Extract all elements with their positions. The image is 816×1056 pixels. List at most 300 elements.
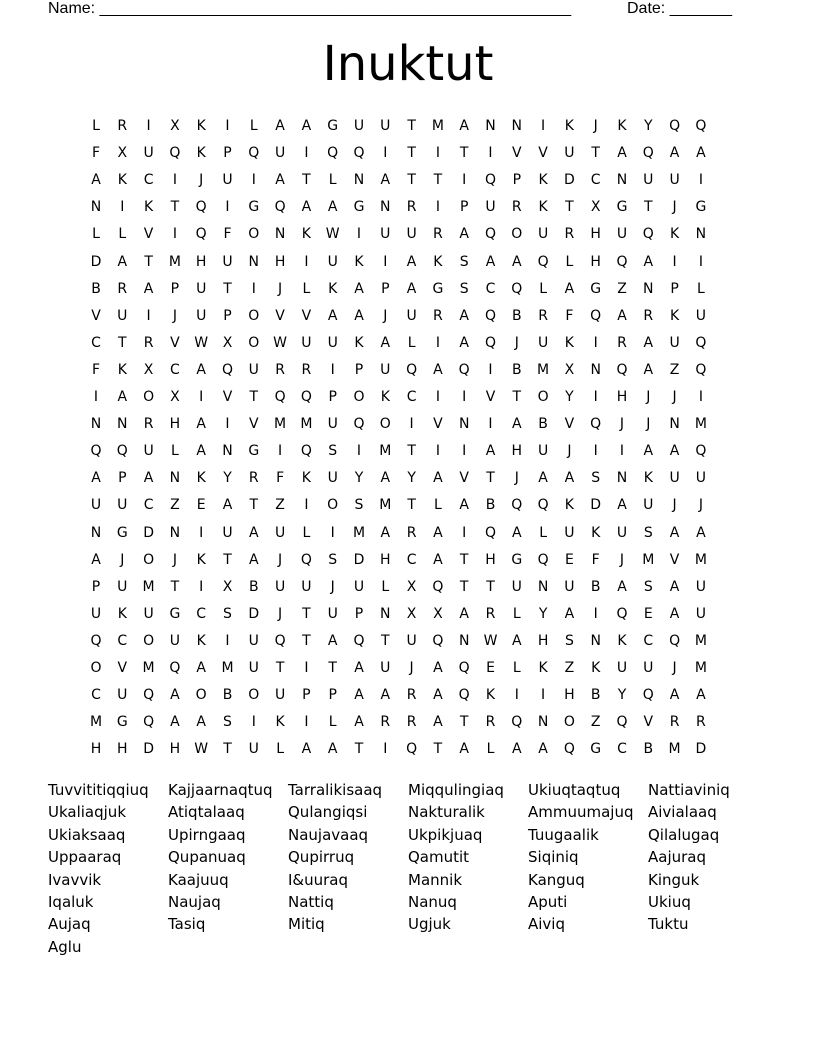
grid-letter[interactable]: X: [590, 199, 601, 216]
grid-letter[interactable]: N: [511, 118, 523, 134]
grid-letter[interactable]: A: [117, 389, 128, 405]
grid-letter[interactable]: I: [593, 443, 598, 460]
grid-letter[interactable]: I: [462, 443, 467, 460]
grid-letter[interactable]: I: [383, 741, 388, 758]
grid-letter[interactable]: A: [459, 118, 469, 134]
grid-letter[interactable]: K: [617, 118, 627, 134]
grid-letter[interactable]: Q: [274, 632, 286, 649]
grid-letter[interactable]: K: [564, 497, 574, 514]
grid-letter[interactable]: U: [537, 443, 549, 460]
grid-letter[interactable]: U: [564, 145, 575, 162]
grid-letter[interactable]: B: [590, 687, 601, 704]
grid-letter[interactable]: B: [91, 280, 101, 297]
grid-letter[interactable]: Q: [406, 361, 418, 378]
grid-letter[interactable]: V: [485, 389, 496, 405]
grid-letter[interactable]: N: [169, 470, 181, 487]
grid-letter[interactable]: A: [512, 741, 522, 758]
grid-letter[interactable]: U: [695, 307, 707, 324]
grid-letter[interactable]: L: [328, 172, 337, 189]
grid-letter[interactable]: R: [143, 416, 154, 433]
grid-letter[interactable]: Q: [353, 145, 365, 162]
grid-letter[interactable]: L: [512, 605, 521, 622]
grid-letter[interactable]: T: [486, 578, 495, 595]
grid-letter[interactable]: A: [143, 280, 154, 297]
grid-letter[interactable]: S: [328, 443, 338, 460]
grid-letter[interactable]: Q: [511, 280, 523, 297]
grid-letter[interactable]: K: [564, 118, 574, 134]
grid-letter[interactable]: C: [406, 389, 417, 405]
grid-letter[interactable]: U: [222, 172, 233, 189]
grid-letter[interactable]: A: [564, 280, 575, 297]
grid-letter[interactable]: I: [356, 226, 362, 243]
grid-letter[interactable]: L: [407, 334, 416, 351]
grid-letter[interactable]: A: [354, 687, 364, 704]
grid-letter[interactable]: H: [485, 551, 496, 568]
grid-letter[interactable]: N: [274, 226, 286, 243]
grid-letter[interactable]: I: [593, 605, 598, 622]
grid-letter[interactable]: U: [643, 497, 654, 514]
grid-letter[interactable]: T: [249, 389, 259, 405]
grid-letter[interactable]: I: [435, 334, 440, 351]
grid-letter[interactable]: T: [459, 714, 469, 731]
grid-letter[interactable]: U: [406, 632, 417, 649]
grid-letter[interactable]: K: [301, 226, 311, 243]
grid-letter[interactable]: Q: [669, 632, 681, 649]
grid-letter[interactable]: Q: [300, 443, 312, 460]
grid-letter[interactable]: I: [251, 714, 256, 731]
grid-letter[interactable]: Y: [354, 470, 364, 487]
grid-letter[interactable]: R: [406, 687, 417, 704]
grid-letter[interactable]: V: [301, 307, 312, 324]
grid-letter[interactable]: L: [696, 280, 705, 297]
grid-letter[interactable]: H: [590, 226, 601, 243]
grid-letter[interactable]: B: [538, 416, 548, 433]
grid-letter[interactable]: Y: [565, 389, 574, 405]
grid-letter[interactable]: O: [195, 687, 207, 704]
grid-letter[interactable]: U: [616, 226, 628, 243]
grid-letter[interactable]: A: [117, 253, 128, 270]
grid-letter[interactable]: N: [458, 416, 470, 433]
grid-letter[interactable]: A: [564, 605, 575, 622]
grid-letter[interactable]: Q: [616, 605, 628, 622]
grid-letter[interactable]: I: [488, 416, 493, 433]
grid-letter[interactable]: U: [196, 280, 207, 297]
grid-letter[interactable]: T: [275, 660, 285, 676]
grid-letter[interactable]: A: [564, 470, 575, 487]
grid-letter[interactable]: Q: [353, 416, 365, 433]
grid-letter[interactable]: I: [225, 118, 230, 134]
grid-letter[interactable]: O: [248, 334, 260, 351]
grid-letter[interactable]: N: [669, 416, 680, 433]
grid-letter[interactable]: I: [199, 524, 204, 541]
grid-letter[interactable]: Q: [563, 741, 575, 758]
grid-letter[interactable]: O: [563, 714, 575, 731]
grid-letter[interactable]: U: [222, 524, 233, 541]
grid-letter[interactable]: Q: [537, 551, 549, 568]
grid-letter[interactable]: A: [669, 687, 680, 704]
grid-letter[interactable]: A: [91, 172, 101, 189]
grid-letter[interactable]: Z: [275, 497, 285, 514]
grid-letter[interactable]: U: [380, 660, 391, 676]
grid-letter[interactable]: A: [485, 443, 496, 460]
grid-letter[interactable]: U: [274, 578, 286, 595]
grid-letter[interactable]: A: [301, 199, 312, 216]
grid-letter[interactable]: S: [643, 524, 653, 541]
grid-letter[interactable]: V: [143, 226, 154, 243]
grid-letter[interactable]: T: [328, 660, 337, 676]
grid-letter[interactable]: U: [222, 253, 233, 270]
grid-letter[interactable]: U: [353, 118, 365, 134]
grid-letter[interactable]: S: [459, 280, 469, 297]
grid-letter[interactable]: Q: [695, 118, 707, 134]
grid-letter[interactable]: C: [91, 687, 101, 704]
grid-letter[interactable]: C: [196, 605, 207, 622]
grid-letter[interactable]: J: [567, 443, 572, 460]
grid-letter[interactable]: J: [199, 172, 204, 189]
grid-letter[interactable]: K: [433, 253, 443, 270]
grid-letter[interactable]: G: [590, 741, 602, 758]
grid-letter[interactable]: A: [170, 714, 180, 731]
grid-letter[interactable]: T: [118, 334, 127, 351]
grid-letter[interactable]: W: [483, 632, 498, 649]
grid-letter[interactable]: Q: [90, 632, 102, 649]
grid-letter[interactable]: P: [170, 280, 180, 297]
grid-letter[interactable]: A: [538, 741, 548, 758]
grid-letter[interactable]: S: [643, 578, 653, 595]
grid-letter[interactable]: R: [380, 714, 391, 731]
grid-letter[interactable]: A: [196, 361, 206, 378]
grid-letter[interactable]: A: [301, 118, 312, 134]
grid-letter[interactable]: A: [380, 524, 391, 541]
grid-letter[interactable]: O: [248, 226, 260, 243]
grid-letter[interactable]: G: [248, 443, 260, 460]
grid-letter[interactable]: Q: [195, 199, 207, 216]
grid-letter[interactable]: A: [696, 524, 706, 541]
grid-letter[interactable]: A: [512, 416, 522, 433]
grid-letter[interactable]: N: [90, 199, 102, 216]
grid-letter[interactable]: Q: [248, 145, 260, 162]
grid-letter[interactable]: W: [273, 334, 288, 351]
grid-letter[interactable]: X: [406, 605, 417, 622]
grid-letter[interactable]: M: [142, 660, 155, 676]
grid-letter[interactable]: T: [486, 470, 495, 487]
grid-letter[interactable]: K: [670, 307, 680, 324]
grid-letter[interactable]: T: [459, 145, 469, 162]
grid-letter[interactable]: G: [590, 280, 602, 297]
grid-letter[interactable]: F: [91, 145, 101, 162]
grid-letter[interactable]: V: [91, 307, 101, 324]
grid-letter[interactable]: U: [117, 497, 128, 514]
grid-letter[interactable]: I: [304, 714, 309, 731]
grid-letter[interactable]: L: [433, 497, 442, 514]
grid-letter[interactable]: A: [512, 253, 522, 270]
grid-letter[interactable]: N: [643, 280, 654, 297]
grid-letter[interactable]: T: [407, 443, 416, 460]
grid-letter[interactable]: Q: [616, 714, 628, 731]
grid-letter[interactable]: I: [278, 443, 283, 460]
grid-letter[interactable]: M: [352, 524, 366, 541]
grid-letter[interactable]: O: [143, 632, 155, 649]
grid-letter[interactable]: J: [672, 660, 677, 676]
grid-letter[interactable]: K: [380, 389, 390, 405]
grid-letter[interactable]: X: [564, 361, 575, 378]
grid-letter[interactable]: A: [459, 334, 469, 351]
grid-letter[interactable]: H: [90, 741, 102, 758]
grid-letter[interactable]: U: [327, 253, 338, 270]
grid-letter[interactable]: Q: [695, 361, 707, 378]
grid-letter[interactable]: I: [225, 199, 230, 216]
grid-letter[interactable]: Q: [537, 497, 549, 514]
grid-letter[interactable]: U: [327, 470, 338, 487]
grid-letter[interactable]: U: [301, 578, 312, 595]
grid-letter[interactable]: N: [616, 172, 628, 189]
grid-letter[interactable]: Q: [432, 578, 444, 595]
grid-letter[interactable]: K: [117, 605, 127, 622]
grid-letter[interactable]: Q: [353, 632, 365, 649]
grid-letter[interactable]: P: [381, 280, 390, 297]
grid-letter[interactable]: Q: [484, 334, 497, 351]
grid-letter[interactable]: G: [116, 524, 128, 541]
grid-letter[interactable]: U: [248, 660, 259, 676]
grid-letter[interactable]: A: [249, 551, 259, 568]
grid-letter[interactable]: N: [590, 361, 601, 378]
grid-letter[interactable]: A: [669, 605, 680, 622]
grid-letter[interactable]: Z: [590, 714, 601, 731]
grid-letter[interactable]: D: [90, 253, 102, 270]
grid-letter[interactable]: C: [643, 632, 654, 649]
grid-letter[interactable]: U: [511, 578, 522, 595]
grid-letter[interactable]: A: [196, 416, 206, 433]
grid-letter[interactable]: Z: [669, 361, 680, 378]
grid-letter[interactable]: K: [354, 334, 364, 351]
grid-letter[interactable]: J: [514, 334, 519, 351]
grid-letter[interactable]: A: [459, 605, 469, 622]
grid-letter[interactable]: T: [170, 578, 180, 595]
grid-letter[interactable]: A: [485, 253, 496, 270]
grid-letter[interactable]: I: [225, 632, 230, 649]
grid-letter[interactable]: D: [590, 497, 602, 514]
grid-letter[interactable]: A: [380, 470, 391, 487]
grid-letter[interactable]: P: [328, 687, 337, 704]
grid-letter[interactable]: A: [406, 253, 417, 270]
grid-letter[interactable]: N: [169, 524, 181, 541]
grid-letter[interactable]: Q: [484, 172, 497, 189]
grid-letter[interactable]: U: [695, 470, 707, 487]
grid-letter[interactable]: J: [330, 578, 335, 595]
grid-letter[interactable]: U: [301, 334, 312, 351]
grid-letter[interactable]: U: [537, 226, 549, 243]
grid-letter[interactable]: P: [302, 687, 311, 704]
grid-letter[interactable]: K: [196, 145, 206, 162]
grid-letter[interactable]: T: [407, 118, 416, 134]
grid-letter[interactable]: U: [117, 307, 128, 324]
grid-letter[interactable]: R: [538, 307, 548, 324]
grid-letter[interactable]: V: [170, 334, 180, 351]
grid-letter[interactable]: G: [169, 605, 181, 622]
grid-letter[interactable]: L: [170, 443, 179, 460]
grid-letter[interactable]: P: [223, 145, 232, 162]
grid-letter[interactable]: B: [248, 578, 259, 595]
grid-letter[interactable]: A: [433, 551, 443, 568]
grid-letter[interactable]: A: [327, 307, 338, 324]
grid-letter[interactable]: R: [143, 334, 154, 351]
grid-letter[interactable]: K: [328, 280, 338, 297]
grid-letter[interactable]: A: [459, 741, 469, 758]
grid-letter[interactable]: R: [643, 307, 654, 324]
grid-letter[interactable]: H: [274, 253, 286, 270]
grid-letter[interactable]: L: [92, 118, 100, 134]
grid-letter[interactable]: A: [643, 253, 654, 270]
grid-letter[interactable]: A: [143, 470, 154, 487]
grid-letter[interactable]: I: [409, 416, 414, 433]
grid-letter[interactable]: X: [143, 361, 154, 378]
grid-letter[interactable]: A: [354, 660, 364, 676]
grid-letter[interactable]: P: [459, 199, 469, 216]
grid-letter[interactable]: I: [488, 361, 493, 378]
grid-letter[interactable]: I: [172, 226, 177, 243]
grid-letter[interactable]: U: [327, 605, 338, 622]
grid-letter[interactable]: A: [249, 524, 259, 541]
grid-letter[interactable]: C: [590, 172, 601, 189]
grid-letter[interactable]: M: [694, 416, 707, 433]
grid-letter[interactable]: I: [514, 687, 519, 704]
grid-letter[interactable]: U: [669, 172, 680, 189]
grid-letter[interactable]: U: [143, 443, 154, 460]
grid-letter[interactable]: A: [433, 470, 443, 487]
grid-letter[interactable]: U: [248, 632, 259, 649]
grid-letter[interactable]: T: [223, 551, 232, 568]
grid-letter[interactable]: N: [485, 118, 496, 134]
grid-letter[interactable]: N: [353, 172, 365, 189]
grid-letter[interactable]: N: [248, 253, 260, 270]
grid-letter[interactable]: U: [643, 172, 654, 189]
grid-letter[interactable]: O: [248, 687, 260, 704]
grid-letter[interactable]: K: [196, 632, 206, 649]
grid-letter[interactable]: D: [353, 551, 365, 568]
grid-letter[interactable]: V: [512, 145, 522, 162]
grid-letter[interactable]: R: [617, 334, 627, 351]
grid-letter[interactable]: A: [433, 687, 443, 704]
grid-letter[interactable]: K: [538, 199, 548, 216]
grid-letter[interactable]: B: [643, 741, 654, 758]
grid-letter[interactable]: A: [433, 524, 443, 541]
grid-letter[interactable]: Q: [642, 226, 654, 243]
grid-letter[interactable]: A: [327, 632, 338, 649]
grid-letter[interactable]: Q: [642, 687, 654, 704]
grid-letter[interactable]: S: [223, 714, 232, 731]
grid-letter[interactable]: V: [459, 470, 469, 487]
grid-letter[interactable]: U: [406, 307, 417, 324]
grid-letter[interactable]: A: [669, 524, 680, 541]
grid-letter[interactable]: G: [432, 280, 444, 297]
grid-letter[interactable]: A: [380, 334, 391, 351]
grid-letter[interactable]: N: [458, 632, 470, 649]
grid-letter[interactable]: P: [354, 361, 364, 378]
grid-letter[interactable]: A: [327, 741, 338, 758]
grid-letter[interactable]: Q: [300, 389, 312, 405]
grid-letter[interactable]: V: [433, 416, 443, 433]
grid-letter[interactable]: Q: [169, 145, 181, 162]
grid-letter[interactable]: Q: [511, 497, 523, 514]
grid-letter[interactable]: F: [591, 551, 600, 568]
grid-letter[interactable]: I: [435, 199, 440, 216]
grid-letter[interactable]: A: [196, 443, 206, 460]
grid-letter[interactable]: K: [643, 470, 653, 487]
grid-letter[interactable]: R: [248, 470, 259, 487]
grid-letter[interactable]: A: [196, 714, 206, 731]
grid-letter[interactable]: R: [433, 226, 443, 243]
grid-letter[interactable]: Q: [537, 253, 549, 270]
grid-letter[interactable]: U: [248, 361, 259, 378]
grid-letter[interactable]: U: [169, 632, 181, 649]
grid-letter[interactable]: Q: [642, 145, 654, 162]
grid-letter[interactable]: I: [172, 172, 177, 189]
grid-letter[interactable]: D: [564, 172, 575, 189]
grid-letter[interactable]: V: [222, 389, 233, 405]
grid-letter[interactable]: V: [275, 307, 285, 324]
grid-letter[interactable]: X: [117, 145, 128, 162]
grid-letter[interactable]: Q: [143, 687, 155, 704]
grid-letter[interactable]: N: [380, 199, 391, 216]
grid-letter[interactable]: J: [698, 497, 703, 514]
grid-letter[interactable]: M: [379, 443, 392, 460]
grid-letter[interactable]: T: [223, 741, 232, 758]
grid-letter[interactable]: U: [90, 605, 102, 622]
grid-letter[interactable]: Y: [617, 687, 627, 704]
grid-letter[interactable]: S: [459, 253, 469, 270]
grid-letter[interactable]: T: [459, 551, 469, 568]
grid-letter[interactable]: M: [694, 660, 707, 676]
grid-letter[interactable]: F: [565, 307, 574, 324]
grid-letter[interactable]: D: [695, 741, 707, 758]
grid-letter[interactable]: A: [512, 524, 522, 541]
grid-letter[interactable]: J: [672, 199, 677, 216]
grid-letter[interactable]: Q: [169, 660, 181, 676]
grid-letter[interactable]: Q: [143, 714, 155, 731]
grid-letter[interactable]: F: [276, 470, 285, 487]
grid-letter[interactable]: M: [537, 361, 550, 378]
grid-letter[interactable]: O: [511, 226, 523, 243]
grid-letter[interactable]: U: [669, 334, 680, 351]
grid-letter[interactable]: U: [327, 416, 338, 433]
grid-letter[interactable]: G: [116, 714, 128, 731]
grid-letter[interactable]: M: [431, 118, 444, 134]
grid-letter[interactable]: U: [616, 524, 628, 541]
grid-letter[interactable]: G: [353, 199, 365, 216]
grid-letter[interactable]: H: [169, 741, 181, 758]
grid-letter[interactable]: I: [593, 334, 598, 351]
grid-letter[interactable]: U: [695, 605, 707, 622]
grid-letter[interactable]: A: [354, 307, 364, 324]
grid-letter[interactable]: X: [433, 605, 443, 622]
grid-letter[interactable]: A: [512, 632, 522, 649]
grid-letter[interactable]: F: [91, 361, 101, 378]
grid-letter[interactable]: A: [696, 687, 706, 704]
grid-letter[interactable]: L: [539, 524, 547, 541]
grid-letter[interactable]: T: [223, 280, 232, 297]
grid-letter[interactable]: Q: [590, 416, 602, 433]
grid-letter[interactable]: L: [92, 226, 100, 243]
grid-letter[interactable]: I: [672, 253, 677, 270]
grid-letter[interactable]: E: [486, 660, 495, 676]
grid-letter[interactable]: T: [354, 741, 364, 758]
grid-letter[interactable]: A: [354, 280, 364, 297]
grid-letter[interactable]: F: [223, 226, 232, 243]
grid-letter[interactable]: A: [538, 470, 548, 487]
grid-letter[interactable]: I: [488, 145, 493, 162]
grid-letter[interactable]: N: [590, 632, 601, 649]
grid-letter[interactable]: R: [696, 714, 706, 731]
